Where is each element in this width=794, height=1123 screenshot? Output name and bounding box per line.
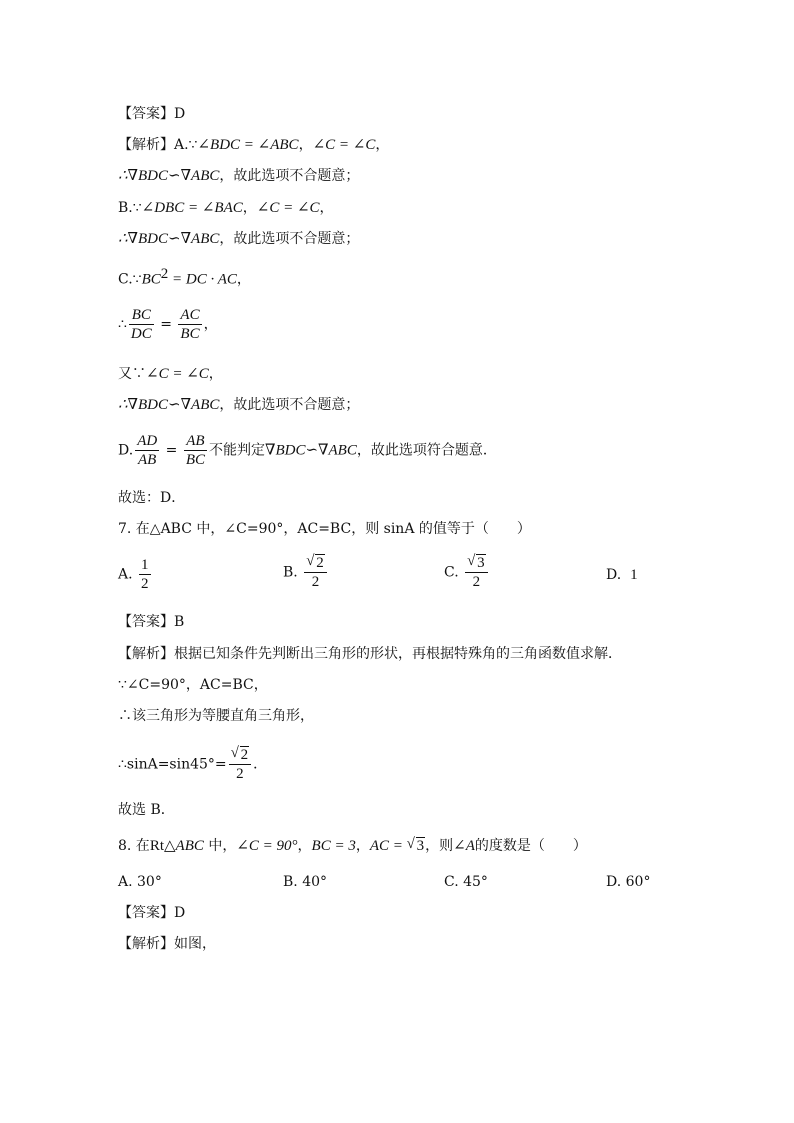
q8-option-d: D. 60° bbox=[606, 874, 651, 890]
fraction: $\frac{AC}{BC}$ bbox=[180, 307, 200, 342]
q6-a-conclusion: ∴∇BDC∽∇ABC，故此选项不合题意； bbox=[118, 168, 360, 184]
answer-value: B bbox=[174, 614, 185, 630]
fraction: $\frac{AB}{BC}$ bbox=[185, 433, 205, 468]
q6-b-conclusion: ∴∇BDC∽∇ABC，故此选项不合题意； bbox=[118, 231, 360, 247]
q8-analysis: 【解析】如图， bbox=[118, 936, 216, 952]
q6-c-ratio: ∴ $\frac{BC}{DC}$ = $\frac{AC}{BC}$ ， bbox=[118, 307, 218, 342]
fraction: √ 2 2 bbox=[304, 554, 327, 591]
analysis-tag: 【解析】 bbox=[118, 137, 174, 153]
answer-tag: 【答案】 bbox=[118, 106, 174, 122]
q6-conclusion: 故选：D． bbox=[118, 490, 186, 506]
q8-answer-line bbox=[118, 903, 185, 923]
fraction: √ 3 2 bbox=[465, 554, 488, 591]
q7-step1: ∵∠C=90°，AC=BC， bbox=[118, 677, 268, 693]
answer-tag: 【答案】 bbox=[118, 614, 174, 630]
q7-conclusion: 故选 B． bbox=[118, 802, 175, 818]
q7-analysis: 【解析】根据已知条件先判断出三角形的形状，再根据特殊角的三角函数值求解． bbox=[118, 646, 622, 662]
q8-stem: 8. 在Rt△ABC 中，∠C = 90°，BC = 3，AC = √ 3，则∠A的度数是（ ） bbox=[118, 836, 587, 854]
answer-value: D bbox=[174, 106, 186, 122]
q6-d-statement: D. $\frac{AD}{AB}$ = $\frac{AB}{BC}$ 不能判定∇BDC∽∇ABC，故此选项符合题意． bbox=[118, 433, 497, 468]
q7-step2: ∴该三角形为等腰直角三角形， bbox=[118, 708, 314, 724]
q6-b-condition: B.∵∠DBC = ∠BAC，∠C = ∠C， bbox=[118, 200, 334, 216]
fraction: $\frac{BC}{DC}$ bbox=[130, 307, 152, 342]
q7-option-a: A. $\frac{1}{2}$ bbox=[118, 557, 149, 592]
q6-c-conclusion: ∴∇BDC∽∇ABC，故此选项不合题意； bbox=[118, 397, 360, 413]
fraction: √ 2 2 bbox=[229, 746, 252, 783]
q6-c-condition: $C.\because BC^2$ = DC · AC， bbox=[118, 266, 251, 288]
q8-option-a: A. 30° bbox=[118, 874, 162, 890]
fraction: $\frac{AD}{AB}$ bbox=[137, 433, 158, 468]
q8-option-b: B. 40° bbox=[283, 874, 328, 890]
q7-step3: ∴sinA=sin45°= √ 2 2 ． bbox=[118, 745, 268, 782]
q8-option-c: C. 45° bbox=[444, 874, 488, 890]
q7-option-d: D. 1 bbox=[606, 567, 638, 583]
q6-answer-line bbox=[118, 104, 185, 124]
fraction: $\frac{1}{2}$ bbox=[141, 557, 149, 592]
q6-analysis-a: 【解析】A.∵∠BDC = ∠ABC，∠C = ∠C， bbox=[118, 137, 390, 153]
analysis-tag: 【解析】 bbox=[118, 646, 174, 662]
sqrt-symbol: √ 3 bbox=[467, 553, 485, 571]
q7-answer-line bbox=[118, 612, 184, 632]
q7-option-c: C. √ 3 2 bbox=[444, 554, 490, 591]
q6-c-also: 又∵∠C = ∠C， bbox=[118, 366, 223, 382]
answer-tag: 【答案】 bbox=[118, 905, 174, 921]
analysis-tag: 【解析】 bbox=[118, 936, 174, 952]
sqrt-symbol: √ 2 bbox=[306, 553, 324, 571]
answer-value: D bbox=[174, 905, 186, 921]
sqrt-symbol: √ 2 bbox=[230, 745, 249, 763]
q7-option-b: B. √ 2 2 bbox=[283, 554, 329, 591]
q7-stem: 7. 在△ABC 中，∠C=90°，AC=BC，则 sinA 的值等于（ ） bbox=[118, 521, 531, 537]
sqrt-symbol: √ 3 bbox=[406, 836, 425, 854]
